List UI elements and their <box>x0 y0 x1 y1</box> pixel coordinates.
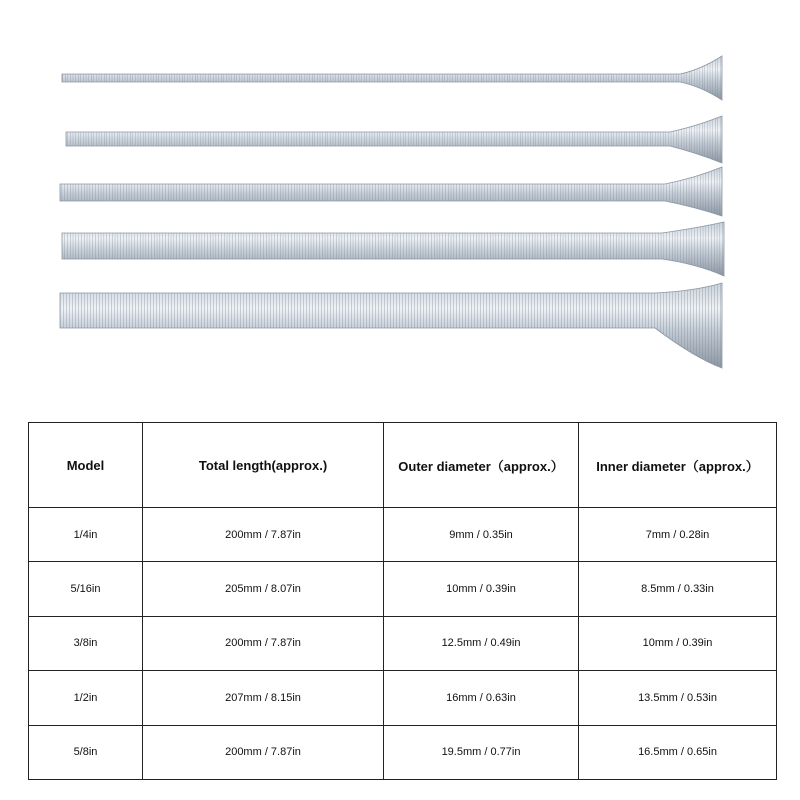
cell-inner-diameter: 10mm / 0.39in <box>579 616 777 670</box>
header-total-length: Total length(approx.) <box>143 423 384 508</box>
cell-outer-diameter: 16mm / 0.63in <box>384 671 579 725</box>
cell-total-length: 200mm / 7.87in <box>143 725 384 779</box>
cell-inner-diameter: 8.5mm / 0.33in <box>579 562 777 616</box>
spring-3-8in <box>60 167 722 216</box>
cell-total-length: 200mm / 7.87in <box>143 616 384 670</box>
table-header-row <box>29 423 777 508</box>
table-row <box>29 671 777 725</box>
spring-1-2in <box>62 222 724 276</box>
cell-model: 3/8in <box>29 616 143 670</box>
cell-model: 5/8in <box>29 725 143 779</box>
table-row <box>29 725 777 779</box>
header-model: Model <box>29 423 143 508</box>
table-row <box>29 616 777 670</box>
cell-inner-diameter: 7mm / 0.28in <box>579 508 777 562</box>
cell-model: 5/16in <box>29 562 143 616</box>
cell-outer-diameter: 10mm / 0.39in <box>384 562 579 616</box>
cell-inner-diameter: 16.5mm / 0.65in <box>579 725 777 779</box>
cell-outer-diameter: 9mm / 0.35in <box>384 508 579 562</box>
table-row <box>29 562 777 616</box>
cell-total-length: 200mm / 7.87in <box>143 508 384 562</box>
cell-model: 1/4in <box>29 508 143 562</box>
table-row <box>29 508 777 562</box>
header-inner-diameter: Inner diameter（approx.） <box>579 423 777 508</box>
cell-total-length: 205mm / 8.07in <box>143 562 384 616</box>
spring-5-16in <box>66 116 722 163</box>
cell-model: 1/2in <box>29 671 143 725</box>
cell-outer-diameter: 19.5mm / 0.77in <box>384 725 579 779</box>
header-outer-diameter: Outer diameter（approx.） <box>384 423 579 508</box>
cell-total-length: 207mm / 8.15in <box>143 671 384 725</box>
cell-outer-diameter: 12.5mm / 0.49in <box>384 616 579 670</box>
spring-5-8in <box>60 283 722 368</box>
cell-inner-diameter: 13.5mm / 0.53in <box>579 671 777 725</box>
spec-table <box>28 422 777 780</box>
spring-1-4in <box>62 56 722 100</box>
